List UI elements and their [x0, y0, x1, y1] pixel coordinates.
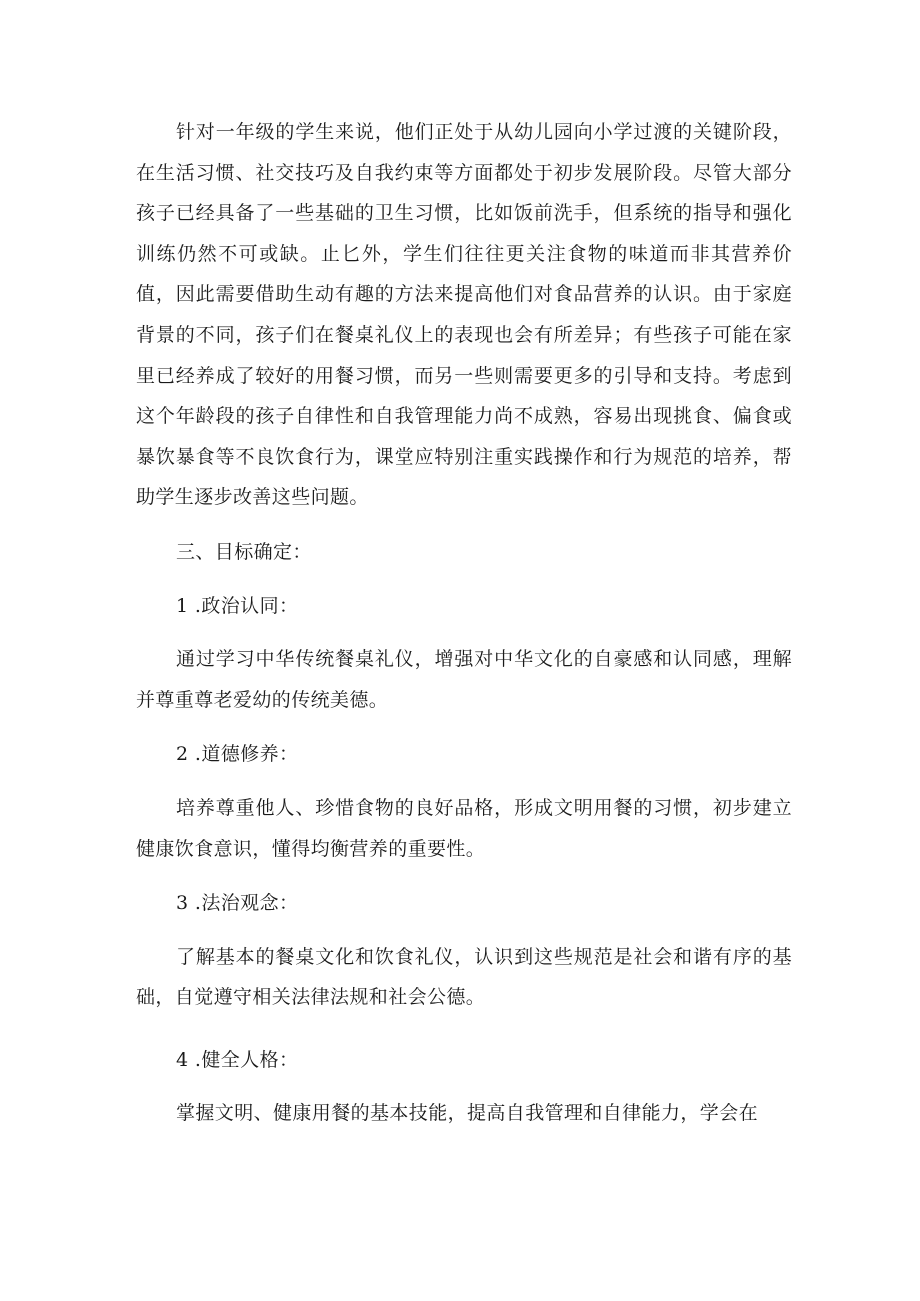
goal-heading-political-identity: 1 .政治认同： [176, 594, 299, 617]
goal-text-rule-of-law: 了解基本的餐桌文化和饮食礼仪，认识到这些规范是社会和谐有序的基础，自觉遵守相关法律法规和社会公德。 [136, 945, 792, 1009]
spacer [136, 573, 792, 586]
spacer [136, 924, 792, 937]
goal-heading-rule-of-law: 3 .法治观念： [176, 892, 299, 915]
intro-paragraph: 针对一年级的学生来说，他们正处于从幼儿园向小学过渡的关键阶段，在生活习惯、社交技巧及自我约束等方面都处于初步发展阶段。尽管大部分孩子已经具备了一些基础的卫生习惯，比如饭前洗手，但系统的指导和强化训练仍然不可或缺。止匕外，学生们往往更关注食物的味道而非其营养价值，因此需要借助生动有趣的方法来提高他们对食品营养的认识。由于家庭背景的不同，孩子们在餐桌礼仪上的表现也会有所差异；有些孩子可能在家里已经养成了较好的用餐习惯，而另一些则需要更多的引导和支持。考虑到这个年龄段的孩子自律性和自我管理能力尚不成熟，容易出现挑食、偏食或暴饮暴食等不良饮食行为，课堂应特别注重实践操作和行为规范的培养，帮助学生逐步改善这些问题。 [136, 121, 792, 509]
goal-heading-moral-cultivation: 2 .道德修养： [176, 743, 299, 766]
spacer [136, 869, 792, 883]
document-page [136, 112, 792, 1134]
spacer [136, 626, 792, 639]
spacer [136, 1080, 792, 1093]
goal-text-moral-cultivation: 培养尊重他人、珍惜食物的良好品格，形成文明用餐的习惯，初步建立健康饮食意识，懂得均衡营养的重要性。 [136, 796, 792, 860]
spacer [136, 720, 792, 734]
spacer [136, 518, 792, 532]
goal-heading-sound-personality: 4 .健全人格： [176, 1048, 299, 1071]
goal-text-political-identity: 通过学习中华传统餐桌礼仪，增强对中华文化的自豪感和认同感，理解并尊重尊老爱幼的传统美德。 [136, 648, 792, 711]
section-heading: 三、目标确定： [176, 540, 312, 563]
goal-text-sound-personality: 掌握文明、健康用餐的基本技能，提高自我管理和自律能力，学会在 [176, 1102, 759, 1125]
spacer [136, 775, 792, 788]
spacer [136, 1018, 792, 1040]
